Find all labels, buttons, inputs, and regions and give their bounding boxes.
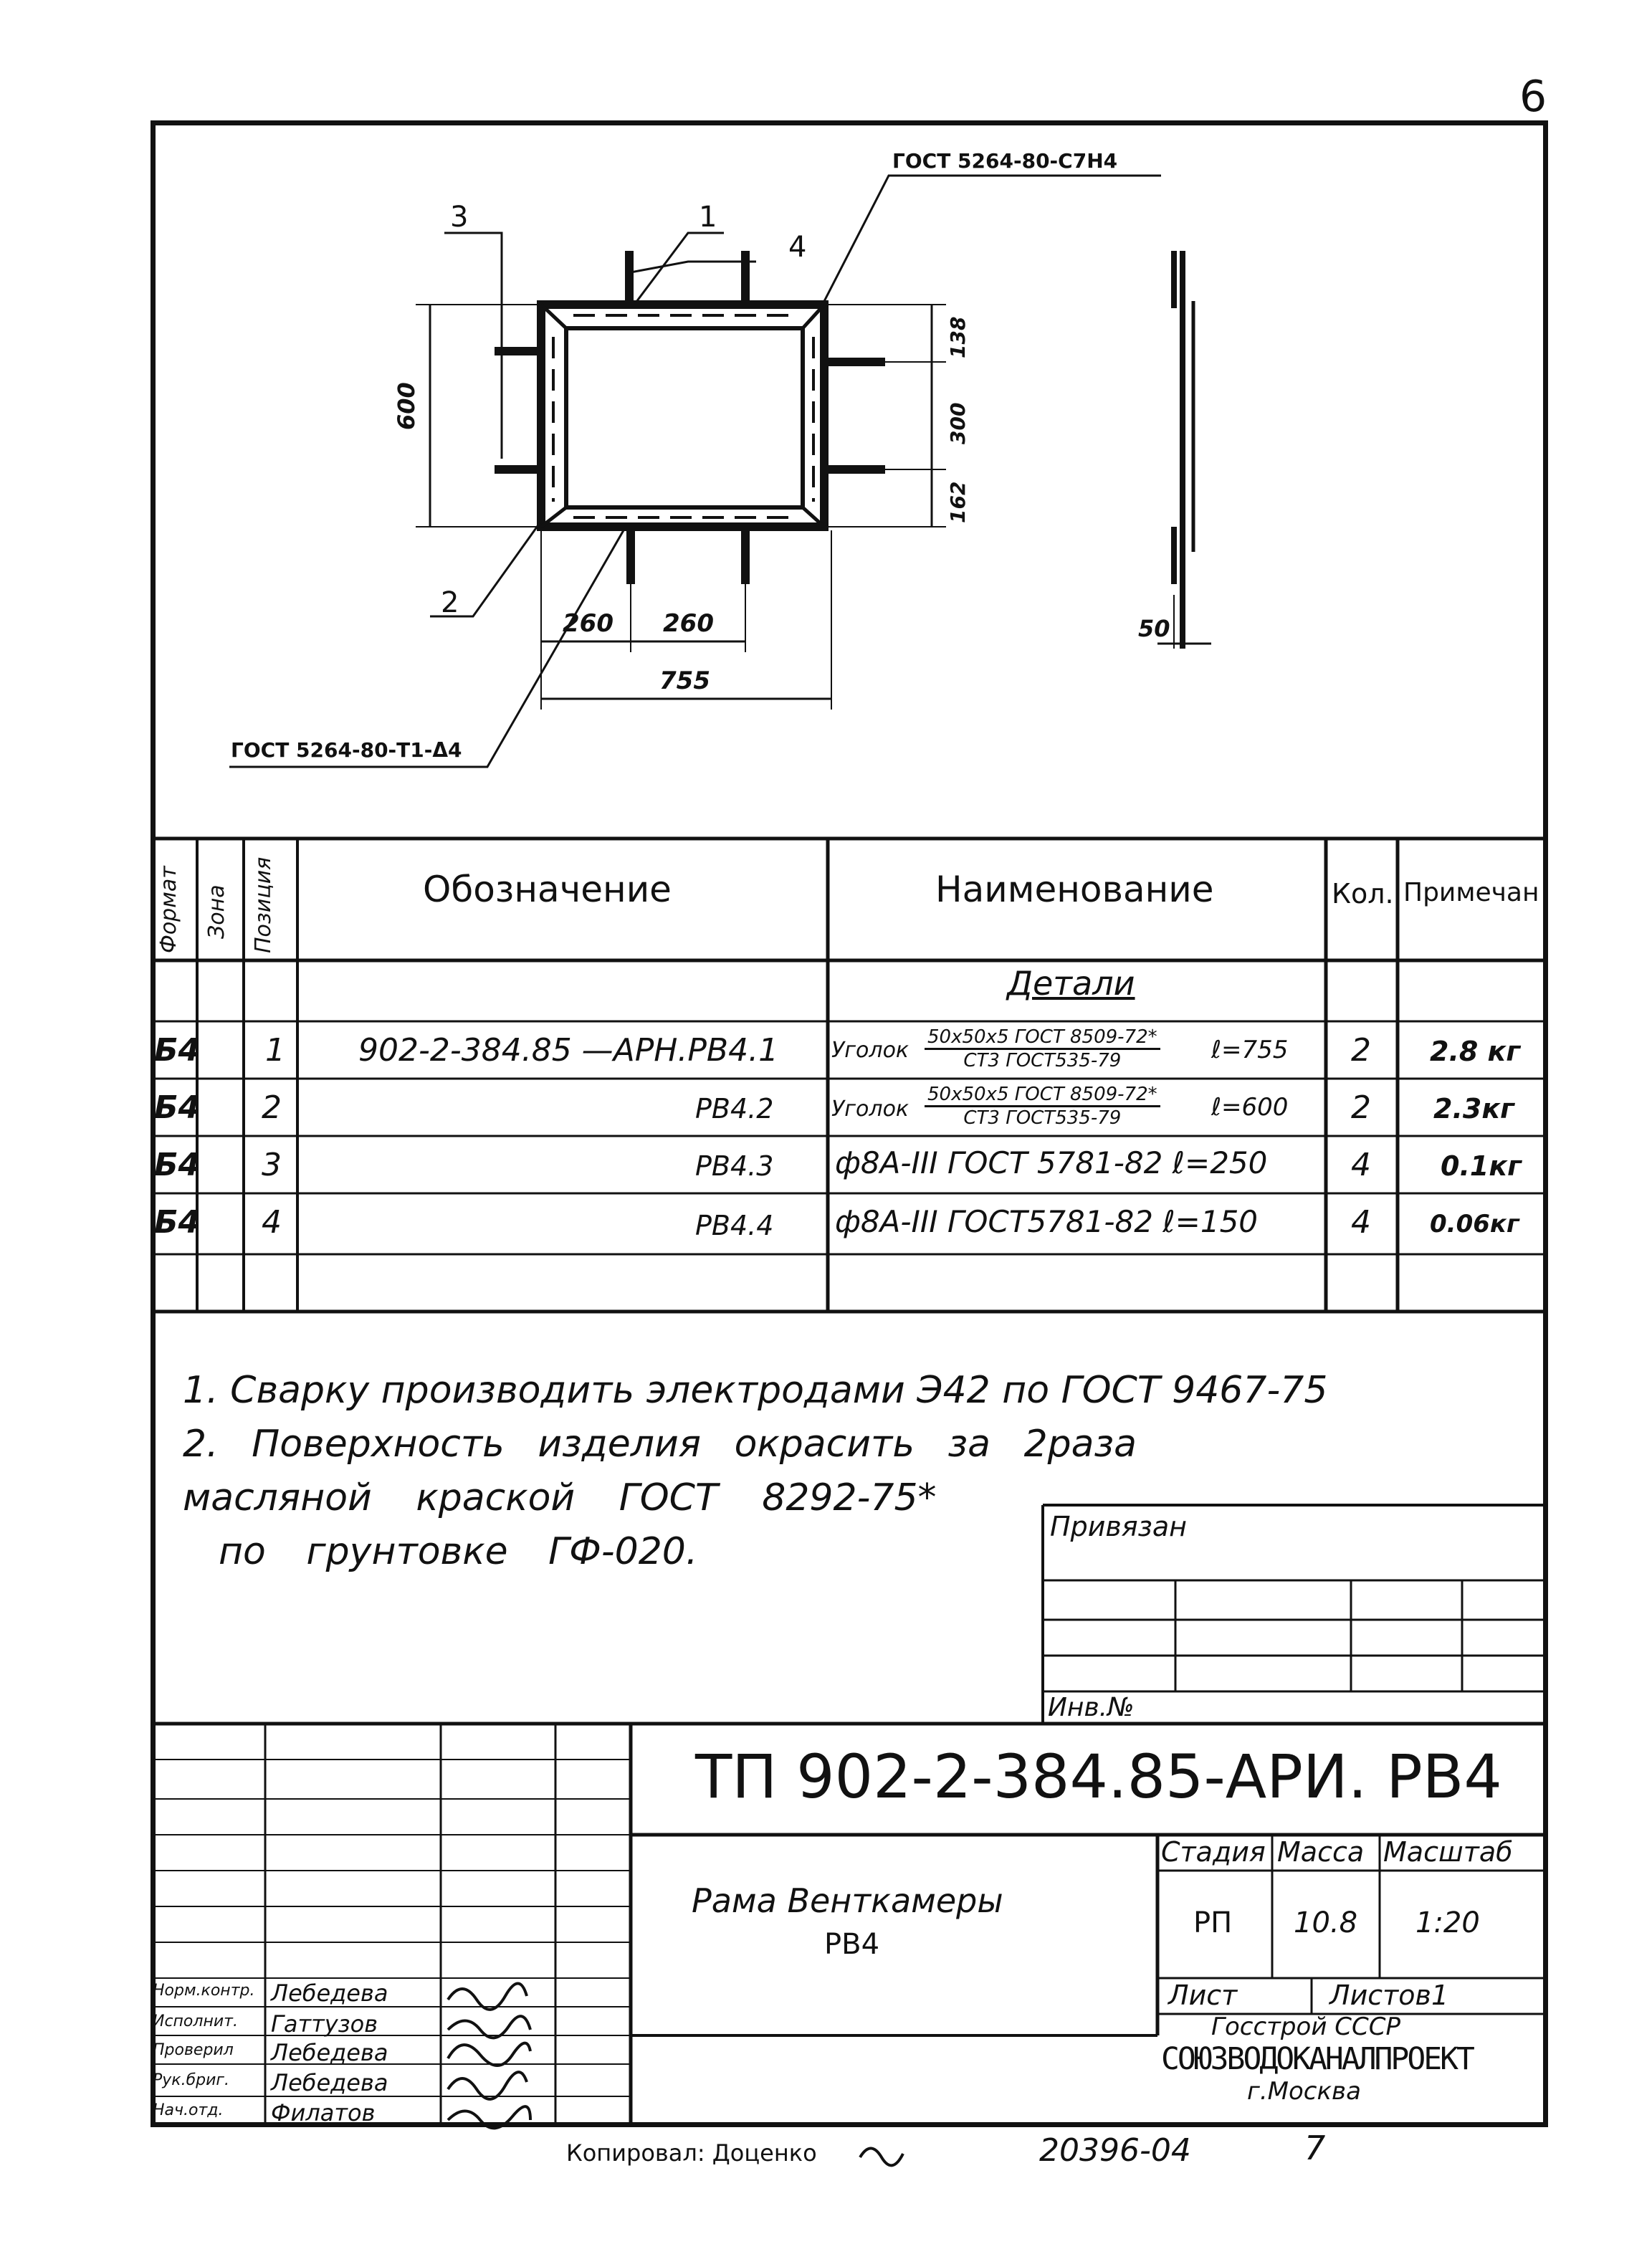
row4-format: Б4 bbox=[154, 1204, 201, 1241]
row1-frac-bottom: СТ3 ГОСТ535-79 bbox=[963, 1050, 1122, 1071]
header-designation: Обозначение bbox=[423, 869, 672, 910]
dim-162: 162 bbox=[946, 481, 970, 523]
row4-position: 4 bbox=[262, 1204, 282, 1241]
sig-role-5: Нач.отд. bbox=[153, 2101, 224, 2119]
sig-role-3: Проверил bbox=[153, 2041, 234, 2059]
row2-format: Б4 bbox=[154, 1089, 201, 1126]
sig-name-4: Лебедева bbox=[271, 2069, 388, 2096]
dim-50: 50 bbox=[1138, 615, 1170, 642]
row2-position: 2 bbox=[262, 1089, 282, 1126]
stage-value: РП bbox=[1193, 1906, 1233, 1939]
note-3: масляной краской ГОСТ 8292-75* bbox=[183, 1476, 937, 1519]
sig-name-1: Лебедева bbox=[271, 1980, 388, 2007]
dim-300: 300 bbox=[946, 402, 970, 444]
org-line1: Госстрой СССР bbox=[1211, 2013, 1400, 2041]
header-format: Формат bbox=[156, 866, 181, 953]
row1-position: 1 bbox=[265, 1032, 285, 1069]
sig-name-2: Гаттузов bbox=[271, 2010, 378, 2038]
row1-designation: 902-2-384.85 —АРН.РВ4.1 bbox=[358, 1032, 779, 1069]
position-mark-4: 4 bbox=[788, 231, 807, 264]
mass-value: 10.8 bbox=[1294, 1906, 1358, 1939]
sheet-label: Лист bbox=[1168, 1980, 1238, 2011]
sig-role-4: Рук.бриг. bbox=[153, 2071, 229, 2089]
row2-name-suffix: ℓ=600 bbox=[1211, 1093, 1289, 1122]
org-line2: СОЮЗВОДОКАНАЛПРОЕКТ bbox=[1161, 2041, 1473, 2077]
row3-qty: 4 bbox=[1351, 1147, 1371, 1183]
position-mark-3: 3 bbox=[450, 201, 469, 234]
row2-note: 2.3кг bbox=[1433, 1093, 1514, 1125]
header-position: Позиция bbox=[251, 856, 276, 953]
dim-755: 755 bbox=[659, 667, 710, 695]
footer-page: 7 bbox=[1304, 2129, 1326, 2167]
sig-role-2: Исполнит. bbox=[153, 2013, 238, 2030]
row2-name-fraction bbox=[925, 1084, 1160, 1129]
sig-role-1: Норм.контр. bbox=[153, 1982, 255, 2000]
header-name: Наименование bbox=[935, 869, 1214, 910]
stage-label: Стадия bbox=[1161, 1836, 1266, 1868]
dim-260-left: 260 bbox=[563, 609, 613, 638]
mass-label: Масса bbox=[1277, 1836, 1365, 1868]
sheets-label: Листов1 bbox=[1329, 1980, 1449, 2011]
org-line3: г.Москва bbox=[1247, 2077, 1361, 2106]
note-2: 2. Поверхность изделия окрасить за 2раза bbox=[183, 1423, 1137, 1466]
row4-designation: РВ4.4 bbox=[695, 1210, 774, 1241]
dim-260-right: 260 bbox=[663, 609, 714, 638]
drawing-name-line2: РВ4 bbox=[824, 1928, 880, 1961]
row1-qty: 2 bbox=[1351, 1032, 1371, 1069]
row3-name: ф8А-III ГОСТ 5781-82 ℓ=250 bbox=[835, 1145, 1268, 1180]
row1-name-suffix: ℓ=755 bbox=[1211, 1036, 1289, 1064]
sig-name-5: Филатов bbox=[271, 2099, 376, 2126]
row2-designation: РВ4.2 bbox=[695, 1093, 774, 1125]
note-1: 1. Сварку производить электродами Э42 по ГОСТ 9467-75 bbox=[183, 1369, 1328, 1412]
drawing-name-line1: Рама Венткамеры bbox=[692, 1881, 1003, 1920]
row1-format: Б4 bbox=[154, 1032, 201, 1069]
position-mark-2: 2 bbox=[441, 586, 459, 619]
row3-position: 3 bbox=[262, 1147, 282, 1183]
note-4: по грунтовке ГФ-020. bbox=[219, 1530, 698, 1573]
row2-frac-bottom: СТ3 ГОСТ535-79 bbox=[963, 1107, 1122, 1129]
scale-label: Масштаб bbox=[1383, 1836, 1513, 1868]
header-zone: Зона bbox=[204, 884, 229, 939]
section-label-details: Детали bbox=[1007, 964, 1135, 1003]
footer-copied-by: Копировал: Доценко bbox=[566, 2139, 817, 2167]
row2-frac-top: 50х50х5 ГОСТ 8509-72* bbox=[925, 1084, 1160, 1107]
scale-value: 1:20 bbox=[1415, 1906, 1480, 1939]
page-number: 6 bbox=[1519, 72, 1547, 122]
header-qty: Кол. bbox=[1332, 878, 1394, 909]
row1-name-fraction bbox=[925, 1026, 1160, 1071]
row4-note: 0.06кг bbox=[1430, 1210, 1519, 1238]
row2-qty: 2 bbox=[1351, 1089, 1371, 1126]
dim-138: 138 bbox=[946, 316, 970, 358]
row3-note: 0.1кг bbox=[1441, 1150, 1522, 1182]
gost-bottom-label: ГОСТ 5264-80-Т1-Δ4 bbox=[231, 738, 462, 762]
header-note: Примечан bbox=[1403, 878, 1539, 907]
row4-qty: 4 bbox=[1351, 1204, 1371, 1241]
row1-note: 2.8 кг bbox=[1430, 1036, 1521, 1067]
footer-number: 20396-04 bbox=[1039, 2132, 1191, 2169]
document-code: ТП 902-2-384.85-АРИ. РВ4 bbox=[695, 1742, 1502, 1812]
row3-designation: РВ4.3 bbox=[695, 1150, 774, 1182]
inv-number-label: Инв.№ bbox=[1048, 1693, 1135, 1722]
row1-name-prefix: Уголок bbox=[831, 1038, 909, 1063]
row1-frac-top: 50х50х5 ГОСТ 8509-72* bbox=[925, 1026, 1160, 1050]
sig-name-3: Лебедева bbox=[271, 2039, 388, 2066]
row4-name: ф8А-III ГОСТ5781-82 ℓ=150 bbox=[835, 1204, 1259, 1239]
gost-top-label: ГОСТ 5264-80-С7Н4 bbox=[892, 149, 1118, 173]
row2-name-prefix: Уголок bbox=[831, 1097, 909, 1122]
tie-block-title: Привязан bbox=[1050, 1511, 1187, 1542]
row3-format: Б4 bbox=[154, 1147, 201, 1183]
position-mark-1: 1 bbox=[699, 201, 717, 234]
dim-600: 600 bbox=[393, 382, 420, 430]
